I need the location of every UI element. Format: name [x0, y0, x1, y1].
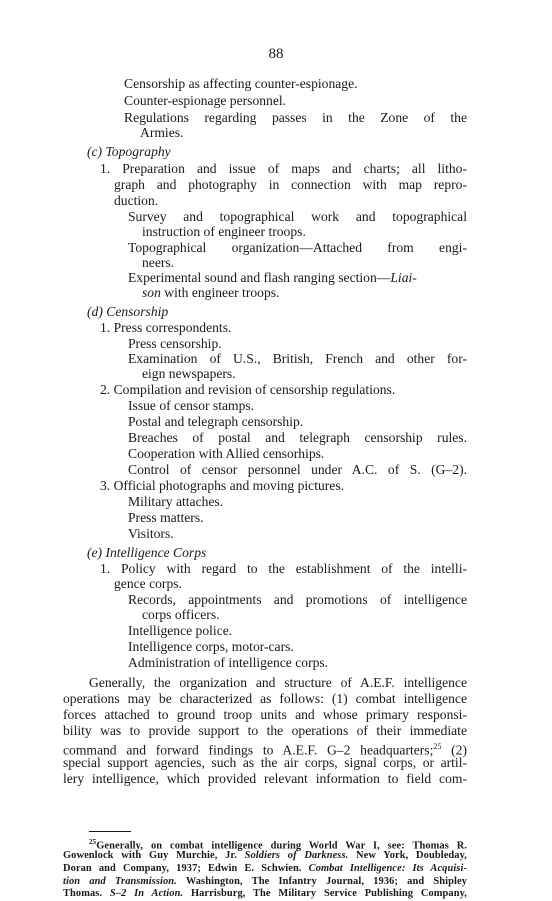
text-line: Breaches of postal and telegraph censorship rules.	[128, 430, 467, 445]
text-line	[142, 285, 279, 301]
paragraph-line: Generally, the organization and structure of A.E.F. intelligence	[89, 675, 467, 690]
text-span: command and forward findings to A.E.F. G–2 headquarters;	[63, 742, 434, 758]
text-span: Experimental sound and flash ranging section—	[128, 270, 391, 285]
text-line: Records, appointments and promotions of intelligence	[128, 592, 467, 607]
text-line: Survey and topographical work and topographical	[128, 209, 467, 224]
section-heading-topography: (c) Topography	[87, 144, 171, 159]
text-line: Press censorship.	[128, 336, 222, 351]
text-line: 3. Official photographs and moving pictures.	[100, 478, 345, 493]
footnote-reference: 25	[433, 742, 442, 751]
text-line: Visitors.	[128, 526, 174, 541]
text-span-italic: tion and Transmission.	[63, 876, 177, 887]
text-span-italic: S–2 In Action.	[109, 888, 184, 899]
text-span: Gowenlock with Guy Murchie, Jr.	[63, 850, 245, 861]
text-span: Doran and Company, 1937; Edwin E. Schwien.	[63, 863, 309, 874]
text-span: Thomas.	[63, 888, 110, 899]
text-line: Postal and telegraph censorship.	[128, 414, 304, 429]
text-line: duction.	[114, 193, 159, 208]
footnote-line	[63, 849, 467, 862]
paragraph-line: lery intelligence, which provided relevant information to field com-	[63, 771, 467, 786]
text-line: 1. Policy with regard to the establishment of the intelli-	[100, 561, 467, 576]
text-span: Washington, The Infantry Journal, 1936; and Shipley	[176, 876, 468, 887]
text-line: Military attaches.	[128, 494, 224, 509]
text-line: Cooperation with Allied censorhips.	[128, 446, 325, 461]
footnote-line	[63, 862, 467, 875]
text-line: gence corps.	[114, 576, 182, 591]
text-span-italic: Soldiers of Darkness.	[244, 850, 349, 861]
text-span: (2)	[441, 742, 467, 758]
text-line: Administration of intelligence corps.	[128, 655, 329, 670]
paragraph-line: special support agencies, such as the air corps, signal corps, or artil-	[63, 755, 467, 770]
text-line: Intelligence corps, motor-cars.	[128, 639, 294, 654]
footnote-line	[63, 887, 467, 900]
paragraph-line: bility was to provide support to the operations of their immediate	[63, 723, 467, 738]
text-span-italic: son	[142, 285, 161, 300]
text-line: eign newspapers.	[142, 366, 236, 381]
section-heading-intelligence-corps: (e) Intelligence Corps	[87, 545, 207, 560]
text-span-italic: Liai-	[390, 270, 417, 285]
text-line: 1. Press correspondents.	[100, 320, 232, 335]
text-line: graph and photography in connection with map repro-	[114, 177, 467, 192]
text-line: instruction of engineer troops.	[142, 224, 306, 239]
text-line: Intelligence police.	[128, 623, 233, 638]
text-line: Armies.	[140, 125, 184, 140]
text-line: 2. Compilation and revision of censorship regulations.	[100, 382, 396, 397]
text-line: Counter-espionage personnel.	[124, 93, 287, 108]
footnote-divider	[89, 831, 131, 832]
text-line: Topographical organization—Attached from engi-	[128, 240, 467, 255]
paragraph-line: forces attached to ground troop units and whose primary responsi-	[63, 707, 467, 722]
page-number: 88	[268, 46, 284, 62]
text-line: Control of censor personnel under A.C. of S. (G–2).	[128, 462, 467, 477]
text-span: New York, Doubleday,	[348, 850, 467, 861]
text-span-italic: Combat Intelligence: Its Acquisi-	[308, 863, 468, 874]
paragraph-line: operations may be characterized as follows: (1) combat intelligence	[63, 691, 467, 706]
text-span: Generally, on combat intelligence during World War I, see: Thomas R.	[96, 840, 467, 852]
text-span: Harrisburg, The Military Service Publishing Company,	[183, 888, 468, 899]
text-line	[128, 270, 417, 286]
text-line: Press matters.	[128, 510, 204, 525]
text-line: Censorship as affecting counter-espionage.	[124, 76, 358, 91]
text-line: neers.	[142, 255, 175, 270]
text-line: corps officers.	[142, 607, 220, 622]
text-line: Issue of censor stamps.	[128, 398, 255, 413]
text-span: with engineer troops.	[160, 285, 280, 300]
text-line: Regulations regarding passes in the Zone of the	[124, 110, 467, 125]
section-heading-censorship: (d) Censorship	[87, 304, 169, 319]
text-line: 1. Preparation and issue of maps and charts; all litho-	[100, 161, 467, 176]
text-line: Examination of U.S., British, French and other for-	[128, 351, 467, 366]
footnote-marker: 25	[89, 838, 97, 846]
